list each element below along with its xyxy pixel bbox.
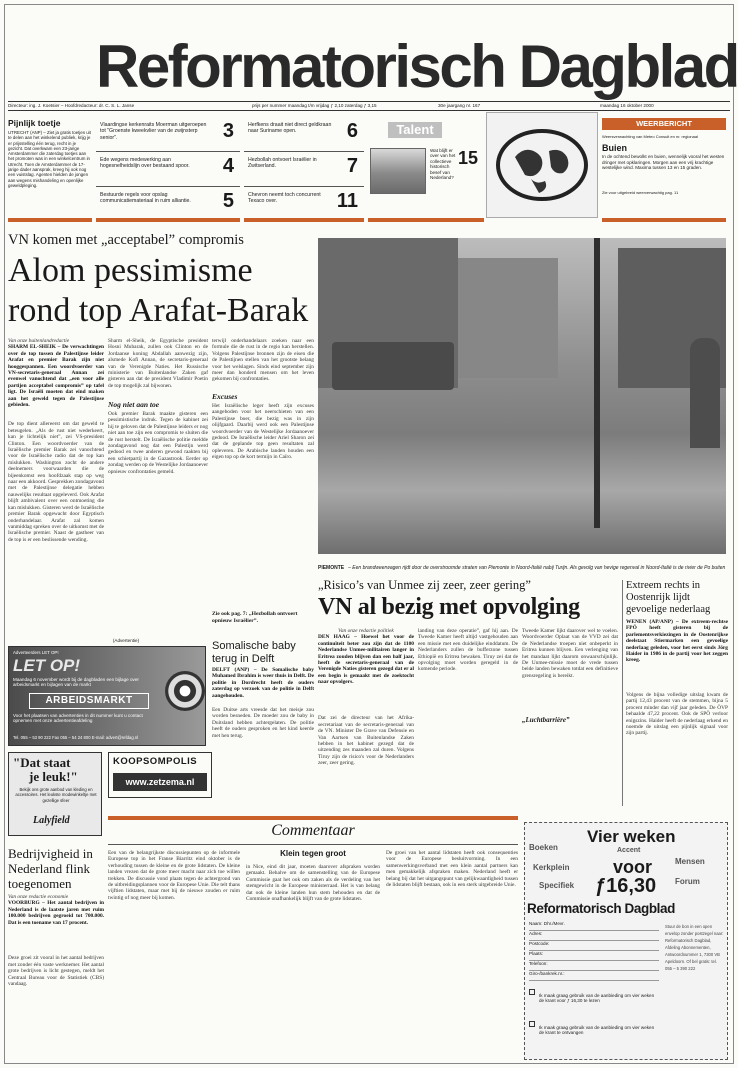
coupon-brand: Reformatorisch Dagblad: [527, 901, 675, 916]
teaser-3[interactable]: [96, 118, 240, 152]
koopsompolis-url[interactable]: www.zetzema.nl: [113, 773, 207, 791]
weather-header: WEERBERICHT: [602, 118, 726, 130]
teaser-pijnlijk-title: Pijnlijk toetje: [8, 118, 61, 128]
austria-intro: WENEN (AP/ANP) – De extreem-rechtse FPÖ heeft gisteren bij de parlementsverkiezingen in de Oostenrijkse deelstaat Stiermarken een gevoelige nederlaag geleden, voor het eerst sinds Jörg Haider in 1986 in de partij voor het zeggen kreeg.: [626, 619, 728, 664]
let-op-title: LET OP!: [13, 656, 81, 675]
coupon-word-accent: Accent: [617, 847, 641, 854]
globe-icon: [487, 113, 597, 217]
commentaar-column-3: De groei van het aantal lidstaten heeft ook consequenties voor de Europese besluitvorming. In een samenwerkingsverband met een klein aantal partners kan men gemakkelijk afspraken maken. Nederland heeft er belang bij dat het uitgangspunt van gelijkwaardigheid tussen de lidstaten blijft bestaan, ook in een sterk uitgebreide Unie.: [386, 850, 518, 889]
commentaar-header: Commentaar: [271, 822, 355, 839]
lead-kicker[interactable]: VN komen met „acceptabel” compromis: [8, 232, 244, 248]
lead-headline-line2[interactable]: rond top Arafat-Barak: [8, 292, 309, 329]
austria-headline: Extreem rechts in Oostenrijk lijdt gevoelige nederlaag: [626, 580, 711, 615]
eritrea-byline: Van onze redactie politiek: [338, 628, 394, 634]
dat-staat-line1: "Dat staat: [13, 755, 71, 770]
lead-column-2-text: Sharm el-Sheik, de Egyptische president Hosni Mubarak, zullen ook Clinton en de Jordaanse koning Abdallah aanwezig zijn, alsmede Kofi Annan, de secretaris-generaal van de Verenigde Naties. Het Russische ministerie van Buitenlandse Zaken gaf gisteren aan dat de president Vladimir Poetin de top mogelijk zal bijwonen.: [108, 338, 208, 389]
teaser-pijnlijk[interactable]: [8, 118, 92, 218]
coupon-field-name[interactable]: Naam: Dhr./Mevr.: [529, 921, 659, 931]
let-op-sub: Adverteerders LET OP!: [13, 650, 59, 655]
bedrijvigheid-headline: Bedrijvigheid in Nederland flink toegenomen: [8, 846, 93, 891]
teaser-6-page: 6: [346, 120, 358, 142]
eritrea-column-2-text: landing van deze operatie”, gaf hij aan. De Tweede Kamer heeft altijd vastgehouden aan een missie met een duidelijke einddatum. De Nederlanders zullen de bufferzone tussen Ethiopië en Eritrea bewaken. Tiruy zei dat de opvolging moet worden geregeld in de komende periode.: [418, 628, 518, 673]
commentaar-title: Klein tegen groot: [280, 849, 346, 858]
coupon-word-forum: Forum: [675, 877, 700, 886]
teaser-7[interactable]: [244, 153, 364, 187]
photo-building-mid: [458, 258, 558, 378]
eritrea-kicker[interactable]: „Risico’s van Unmee zij zeer, zeer gering”: [318, 578, 531, 592]
weather-box[interactable]: [602, 118, 726, 218]
subscription-coupon[interactable]: [524, 822, 728, 1060]
teaser-bar: [368, 218, 484, 222]
photo-caption-text: – Een brandweerwagen rijdt door de overstroomde straten van Piemonte in Noord-Italië nabij Turijn. Als gevolg van hevige regenval in Noord-Italië is de rivier de Po buiten: [348, 565, 726, 571]
austria-text: Volgens de bijna volledige uitslag kwam de partij 12,43 procent van de stemmen, bijna 5 procent minder dan vijf jaar geleden. De ÖVP behaalde 47,22 procent. Ook de SPÖ verloor enigszins. Haider heeft de nederlaag erkend en noemde de uitslag een pijnlijk signaal voor zijn partij.: [626, 692, 728, 737]
talent-photo: [370, 148, 426, 194]
teaser-pijnlijk-text: UTRECHT (ANP) – Ziet ja gratis toetjes uit te delen aan het winkelend publiek, krijg je er prijsstelling één terug, recht in je gezicht. Dat overkwam een 23-jarige Amsterdammer die zaterdag toetjes aan het promoten was in een winkelcentrum in Utrecht. Toen de Amsterdammer de 17-jarige dader aansprak, kreeg hij ook nog een vuistslag. Agenten hielden de jongen aan wegens mishandeling en openlijke geweldpleging.: [8, 130, 91, 188]
photo-caption-lead: PIEMONTE: [318, 565, 345, 571]
let-op-ad[interactable]: [8, 646, 206, 746]
bedrijvigheid-text: Deze groei zit vooral in het aantal bedrijven met zonder één vaste werknemer. Het aantal grote bedrijven is licht gestegen, meldt het Centraal Bureau voor de Statistiek (CBS) vandaag.: [8, 955, 104, 988]
photo-caption: [318, 556, 726, 576]
coupon-option-2-text: Ik maak graag gebruik van de aanbieding om vier weken de krant te ontvangen: [539, 1024, 655, 1035]
coupon-option-2[interactable]: [529, 1021, 659, 1049]
masthead-info-jaargang: 30e jaargang nr. 167: [438, 103, 481, 108]
lead-headline-line1[interactable]: Alom pessimisme: [8, 252, 253, 289]
teaser-4[interactable]: [96, 153, 240, 187]
teaser-bar: [96, 218, 240, 222]
teaser-4-page: 4: [222, 155, 234, 177]
koopsompolis-title: KOOPSOMPOLIS: [113, 756, 198, 767]
talent-page: 15: [458, 148, 479, 168]
lead-column-2b-text: Ook premier Barak maakte gisteren een pessimistische indruk. Tegen de kabinet zei hij te geloven dat de Palestijnse leiders er nog niet aan toe zijn een compromis te sluiten die de rust herstelt. De Israëlische politie meldde zondagavond nog dat een Palestijn werd gedood en twee anderen gewond raakten bij een schietpartij in de Gazastrook. Eerder op zondag werden op de Westelijke Jordaanoever opnieuw confrontaties gemeld.: [108, 411, 208, 475]
teaser-11-text: Chevron neemt toch concurrent Texaco over.: [248, 192, 321, 205]
masthead-info-date: maandag 16 oktober 2000: [600, 103, 654, 108]
somalie-story[interactable]: [212, 640, 314, 744]
advertentie-label: (Advertentie): [112, 638, 140, 643]
world-map-graphic: [486, 112, 598, 218]
coupon-option-1[interactable]: [529, 989, 659, 1017]
lead-subhead-2: Excuses: [212, 392, 238, 401]
austria-story[interactable]: [626, 580, 728, 806]
dat-staat-text: Bekijk ons grote aanbod van kleding en accessoires. Het leukste modewinkeltje met gezellige sfeer: [15, 787, 97, 803]
teaser-3-page: 3: [222, 120, 234, 142]
bedrijvigheid-story[interactable]: [8, 846, 104, 1060]
coupon-checkbox-icon[interactable]: [529, 989, 535, 995]
austria-divider: [622, 580, 623, 806]
talent-text: Wat blijft er over van het collectieve historisch besef van Nederland?: [430, 148, 456, 181]
masthead-title[interactable]: Reformatorisch Dagblad: [96, 33, 738, 100]
coupon-checkbox-icon[interactable]: [529, 1021, 535, 1027]
flood-photo: [318, 238, 726, 554]
lead-column-3b-text: Het Israëlische leger heeft zijn excuses aangeboden voor het neerschieten van een Palestijnse boer, die bezig was in zijn olijfgaard. Daarbij werd ook een Palestijnse woordvoerder van de Westelijke Jordaanoever gedood. De Israëlische leider Ariel Sharon zei dat de geplande top geen resultaten zal opleveren. De Arabische landen houden een eigen top op de kort termijn in Caïro.: [212, 403, 314, 461]
somalie-headline: Somalische baby terug in Delft: [212, 640, 296, 665]
coupon-field-address[interactable]: Adres:: [529, 931, 659, 941]
lead-subhead-1: Nog niet aan toe: [108, 400, 160, 409]
eritrea-column-3-text: Tweede Kamer lijkt daarover wel te voelen. Woordvoerder Oplaat van de VVD zei dat de Nederlandse troepen niet onbeperkt in Eritrea kunnen blijven. Een verlenging van het mandaat lijkt daarom onwaarschijnlijk. De Unmee-missie moet de vrede tussen beide landen bewaken totdat een definitieve grensregeling is bereikt.: [522, 628, 618, 679]
teaser-bar: [8, 218, 92, 222]
dartboard-icon: [165, 671, 205, 711]
teaser-11[interactable]: [244, 188, 364, 218]
teaser-3-text: Vlaardingse kerkenraits Moerman uitgeroepen tot "Groenste kweekvlier van de zwijnsterp senior".: [100, 122, 207, 141]
masthead-info-price: prijs per nummer maandag t/m vrijdag ƒ 2,10 zaterdag ƒ 3,15: [252, 103, 377, 108]
teaser-11-page: 11: [336, 190, 358, 212]
weather-text: In de ochtend bewolkt en buien, wennelijk vooral het westen dringer met opklaringen. Morgen aan een vrij krachtige westelijke wind. Maxima tussen 13 en 15 graden.: [602, 154, 725, 171]
talent-label: Talent: [388, 122, 442, 138]
somalie-text: Een Duitse arts vreesde dat het meisje zou worden besneden. De moeder zou de baby in Duitsland hebben achtergelaten. De politie heeft de ouders gesproken en het kind keerde met hen terug.: [212, 707, 314, 739]
lead-pointer[interactable]: Zie ook pag. 7: „Hezbollah ontvoert opnieuw Israëlier”.: [212, 611, 298, 624]
coupon-word-mensen: Mensen: [675, 857, 705, 866]
coupon-side-text: Stuur de bon in een open envelop zonder postzegel naar: Reformatorisch Dagblad, Afdeling Abonnementen, Antwoordnummer 1, 7300 VB Apeldoorn. Of bel gratis: tel. 055 – 5 390 222: [665, 924, 724, 971]
teaser-5-text: Bestuurde regels voor opslag communicatiemateriaal in ruim alliantie.: [100, 192, 191, 205]
commentaar-column-1: Een van de belangrijkste discussiepunten op de informele Europese top in het Franse Biarritz eind oktober is de verhouding tussen de kleine en de grote lidstaten. De kleine landen vrezen dat de grote meer macht naar zich toe willen trekken. De discussie vond plaats tegen de achtergrond van de uitbreidingsplannen voor de Europese Unie. Die telt thans vijftien lidstaten, maar met bij de nieuwe zouden er ruim twintig of nog meer bij komen.: [108, 850, 240, 901]
eritrea-column-1: [318, 628, 414, 804]
coupon-word-boeken: Boeken: [529, 843, 558, 852]
coupon-field-city[interactable]: Plaats:: [529, 951, 659, 961]
coupon-vier-weken: Vier weken: [587, 827, 676, 846]
weather-footer: Zie voor uitgebreid weerverwachtig pag. 11: [602, 190, 679, 196]
weather-title: Buien: [602, 143, 628, 154]
teaser-5-page: 5: [222, 190, 234, 212]
lead-column-3: [212, 338, 314, 636]
arbeidsmarkt-label: ARBEIDSMARKT: [29, 693, 149, 709]
masthead-rule-bottom: [8, 110, 730, 111]
coupon-field-postcode[interactable]: Postcode:: [529, 941, 659, 951]
lead-column-1: [8, 338, 104, 636]
teaser-6[interactable]: [244, 118, 364, 152]
coupon-field-phone[interactable]: Telefoon:: [529, 961, 659, 971]
teaser-talent[interactable]: [368, 118, 484, 218]
teaser-7-text: Hezbollah ontvoert Israëlier in Zwitserland.: [248, 157, 317, 170]
teaser-bar: [602, 218, 726, 222]
bedrijvigheid-byline: Van onze redactie economie: [8, 894, 69, 900]
teaser-7-page: 7: [346, 155, 358, 177]
lalyfield-logo: Lalyfield: [33, 815, 70, 826]
koopsompolis-ad[interactable]: [108, 752, 212, 798]
eritrea-subhead: „Luchtbarrière”: [522, 716, 570, 724]
eritrea-column-2: [418, 628, 518, 804]
commentaar-header-rule: [108, 844, 518, 845]
coupon-voor: voor: [613, 857, 653, 877]
eritrea-column-3: [522, 628, 618, 804]
coupon-field-bank[interactable]: Giro-/bankrek.nr.:: [529, 971, 659, 981]
coupon-option-1-text: Ik maak graag gebruik van de aanbieding om vier weken de krant voor ƒ 16,30 te lezen: [539, 992, 655, 1003]
lead-column-3-text: terwijl onderhandelaars zoeken naar een formule die de rust in de regio kan herstellen. Volgens Palestijnse bronnen zijn de eisen die de Palestijnen stellen van het grootste belang voor het welslagen. Sinds eind september zijn meer dan honderd mensen om het leven gekomen bij confrontaties.: [212, 338, 314, 383]
bedrijvigheid-intro: VOORBURG – Het aantal bedrijven in Nederland is de laatste jaren met ruim 100.000 bedrijven gegroeid tot 700.000. Dat is een toename van 17 procent.: [8, 900, 104, 926]
photo-pole: [594, 238, 600, 528]
eritrea-column-1-text: Dat zei de directeur van het Afrika-secretariaat van de secretaris-generaal van de VN. Minister De Grave van Defensie en Van Aartsen van Buitenlandse Zaken hebben in het kabinet gezegd dat de uitzending zes maanden zal duren. Volgens Tiruy zijn de risico's voor de Nederlanders zeer, zeer gering.: [318, 715, 414, 767]
coupon-price: ƒ16,30: [595, 875, 657, 897]
teaser-bar: [244, 218, 364, 222]
photo-person: [690, 338, 720, 448]
masthead-rule: [8, 101, 730, 102]
lead-intro: SHARM EL-SHEIK – De verwachtingen over de top tussen de Palestijnse leider Arafat en premier Barak zijn niet hooggespannen. Een woordvoerder van VN-secretaris-generaal Annan zei evenwel vanochtend dat „een voor alle partijen acceptabel compromis” op tafel ligt. De Israëli moeten dat eind maken aan het geweld tegen de Palestijnse gebieden.: [8, 344, 104, 409]
eritrea-headline[interactable]: VN al bezig met opvolging: [318, 594, 580, 620]
photo-fire-truck: [332, 342, 454, 390]
coupon-word-specifiek: Specifiek: [539, 881, 575, 890]
let-op-text: Maandag 6 november wordt bij de dagbladen een bijlage over arbeidsmarkt en bijlagen van de markt: [13, 677, 139, 688]
eritrea-intro: DEN HAAG – Hoewel het voor de continuïteit beter zou zijn dat de 1100 Nederlandse Unmee-militairen langer in Eritrea zouden blijven dan een half jaar, heeft de secretaris-generaal van de Verenigde Naties gisteren gezegd dat er al een begin is gemaakt met de zoektocht naar opvolgers.: [318, 634, 414, 686]
commentaar-column-2: in Nice, eind dit jaar, moeten daarover afspraken worden gemaakt. Behalve om de samenstelling van de Europese Commissie gaat het ook om zaken als de verdeling van het stemgewicht in de Europese ministerraad. Het is van belang dat ook de kleine landen hun stem behouden en dat de Commissie onafhankelijk blijft van de grote lidstaten.: [246, 864, 380, 903]
lead-byline: Van onze buitenlandredactie: [8, 338, 70, 344]
let-op-phone: Tel. 055 – 53 90 222 Fax 055 – 54 24 800 E-mail: advert@refdag.nl: [13, 735, 139, 740]
masthead-info-left: Directeur: ing. J. Koetsier – Hoofdredacteur: dr. C. S. L. Janse: [8, 103, 135, 108]
teaser-6-text: Herfkens draait niet direct geldkraan naar Suriname open.: [248, 122, 332, 135]
coupon-word-kerkplein: Kerkplein: [533, 863, 570, 872]
somalie-intro: DELFT (ANP) – De Somalische baby Muhamed Ibrahim is weer thuis in Delft. De politie in Dordrecht heeft de ouders zaterdag op verzoek van de politie in Delft aangehouden.: [212, 667, 314, 699]
commentaar-bar: [108, 816, 518, 820]
dat-staat-line2: je leuk!": [29, 769, 78, 784]
dat-staat-ad[interactable]: [8, 752, 102, 836]
lead-column-2: [108, 338, 208, 636]
teaser-4-text: Ede wegens medewerking aan hogesnelheidslijn over bestaand spoor.: [100, 157, 190, 170]
lead-column-1-text: De top dient allereerst om dat geweld te beteugelen. „Als de rust niet wederkeert, kan je lichtelijk niet”, zei VS-president Clinton. Een woordvoerder van de Israëlische premier Barak zei vanochtend voor de Israëlische radio dat de top kan mislukken. Washington zocht de andere deelnemers voorwaarden die de bijeenkomst een hoofdzaak stap op weg naar een akkoord. Gesprekken zondagavond met de Palestijnse delegatie hebben nauwelijks resultaat opgeleverd. Ook Arafat blijft ambivalent over een ontmoeting die kan mislukken. Gisteren werd de Israëlische premier Barak opgewacht door Egyptisch onderhandelaar. Arafat zal komen vanmiddag spreken over de uitkomst met de Israëlische premier. Naast de gastheer van de top is er een beslissende wending.: [8, 421, 104, 543]
coupon-form[interactable]: [529, 921, 659, 981]
let-op-text-2: Voor het plaatsen van advertenties in dit nummer kunt u contact opnemen met onze advertentieafdeling: [13, 713, 143, 724]
teaser-5[interactable]: [96, 188, 240, 218]
commentaar-section[interactable]: [108, 816, 518, 1060]
weather-sub: Weersverwachting van Meteo Consult en nr. regionaal: [602, 134, 698, 139]
